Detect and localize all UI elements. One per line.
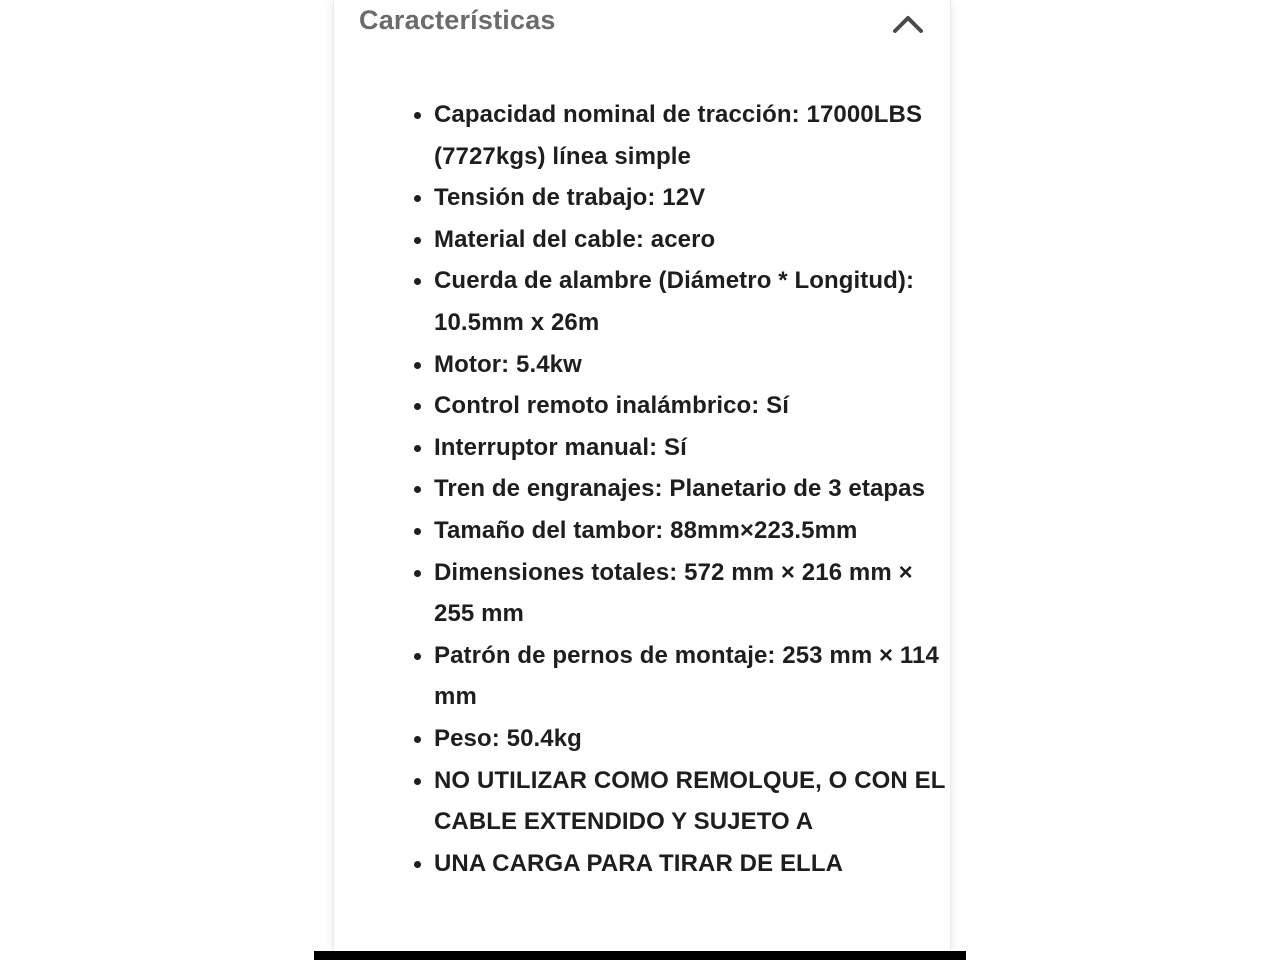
list-item: Control remoto inalámbrico: Sí [434, 385, 954, 427]
list-item: Tren de engranajes: Planetario de 3 etapas [434, 468, 954, 510]
list-item: Tensión de trabajo: 12V [434, 177, 954, 219]
list-item: Patrón de pernos de montaje: 253 mm × 114 mm [434, 635, 954, 718]
list-item: Capacidad nominal de tracción: 17000LBS (7727kgs) línea simple [434, 94, 954, 177]
list-item: UNA CARGA PARA TIRAR DE ELLA [434, 843, 954, 885]
characteristics-panel [333, 0, 951, 952]
panel-header[interactable] [334, 0, 950, 50]
list-item: Tamaño del tambor: 88mm×223.5mm [434, 510, 954, 552]
collapse-button[interactable] [884, 4, 932, 44]
list-item: Dimensiones totales: 572 mm × 216 mm × 255 mm [434, 552, 954, 635]
list-item: Peso: 50.4kg [434, 718, 954, 760]
bottom-bar [314, 951, 966, 960]
section-title: Características [359, 5, 556, 35]
chevron-up-icon [892, 14, 924, 34]
list-item: Cuerda de alambre (Diámetro * Longitud): 10.5mm x 26m [434, 260, 954, 343]
list-item: Motor: 5.4kw [434, 344, 954, 386]
features-list [412, 94, 954, 884]
list-item: Material del cable: acero [434, 219, 954, 261]
list-item: Interruptor manual: Sí [434, 427, 954, 469]
list-item: NO UTILIZAR COMO REMOLQUE, O CON EL CABLE EXTENDIDO Y SUJETO A [434, 760, 954, 843]
